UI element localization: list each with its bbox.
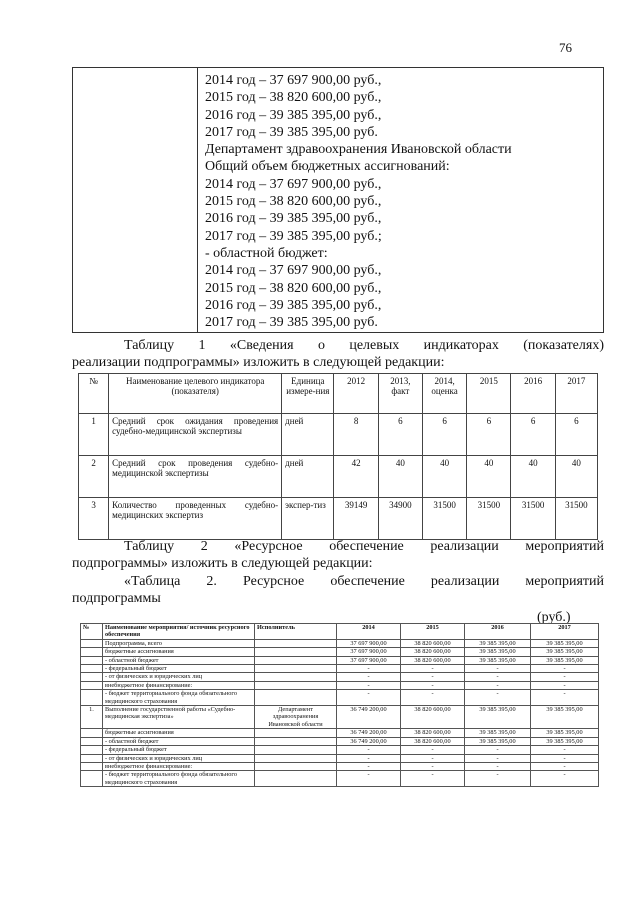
column-header: 2015 xyxy=(401,624,465,640)
table-cell: бюджетные ассигнования xyxy=(103,729,255,737)
column-header: 2017 xyxy=(555,374,597,414)
table-cell: Средний срок ожидания проведения судебно-медицинской экспертизы xyxy=(109,414,282,456)
budget-summary-box xyxy=(72,67,604,333)
table-cell: - xyxy=(401,681,465,689)
paragraph-line: реализации подпрограммы» изложить в следующей редакции: xyxy=(72,355,445,370)
table-cell: 37 697 900,00 xyxy=(337,648,401,656)
table-cell: 6 xyxy=(422,414,466,456)
table-row xyxy=(81,690,599,706)
table-cell: - xyxy=(401,665,465,673)
budget-line: 2016 год – 39 385 395,00 руб., xyxy=(205,297,382,313)
table-cell: 39 385 395,00 xyxy=(465,729,531,737)
table-cell: 3 xyxy=(79,498,109,540)
table-cell: - xyxy=(465,673,531,681)
table-cell: 39 385 395,00 xyxy=(531,656,599,664)
budget-line: 2016 год – 39 385 395,00 руб., xyxy=(205,211,382,227)
paragraph-line: подпрограммы xyxy=(72,591,161,606)
table-cell: дней xyxy=(282,414,334,456)
column-header: Исполнитель xyxy=(255,624,337,640)
table-cell: - xyxy=(337,690,401,706)
table-cell: 31500 xyxy=(467,498,511,540)
table-row xyxy=(81,639,599,647)
table-cell: 37 697 900,00 xyxy=(337,656,401,664)
table-cell: - xyxy=(337,762,401,770)
table-cell: - xyxy=(531,771,599,787)
table-cell: 40 xyxy=(511,456,555,498)
table-cell: 40 xyxy=(555,456,597,498)
table-row xyxy=(81,673,599,681)
table-cell xyxy=(81,639,103,647)
table-cell xyxy=(81,681,103,689)
budget-line: 2017 год – 39 385 395,00 руб. xyxy=(205,315,378,331)
table-row xyxy=(81,681,599,689)
table-cell: Департамент здравоохранения Ивановской области xyxy=(255,706,337,729)
table-cell xyxy=(255,762,337,770)
column-header: Наименование мероприятия/ источник ресурсного обеспечения xyxy=(103,624,255,640)
table-cell: 39 385 395,00 xyxy=(465,737,531,745)
table-cell: - бюджет территориального фонда обязательного медицинского страхования xyxy=(103,690,255,706)
budget-line: 2015 год – 38 820 600,00 руб., xyxy=(205,194,382,210)
table-cell: 40 xyxy=(467,456,511,498)
table-cell xyxy=(255,681,337,689)
table-row xyxy=(81,656,599,664)
table-cell: - xyxy=(531,746,599,754)
budget-line: Общий объем бюджетных ассигнований: xyxy=(205,159,450,175)
column-header: 2015 xyxy=(467,374,511,414)
budget-line: 2016 год – 39 385 395,00 руб., xyxy=(205,107,382,123)
table-cell xyxy=(255,665,337,673)
table-cell: 39 385 395,00 xyxy=(531,729,599,737)
table-cell xyxy=(81,762,103,770)
resources-table xyxy=(80,623,599,787)
table-cell: экспер-тиз xyxy=(282,498,334,540)
budget-line: Департамент здравоохранения Ивановской области xyxy=(205,142,512,158)
table-cell: 31500 xyxy=(555,498,597,540)
column-header: 2012 xyxy=(334,374,378,414)
column-header: 2013, факт xyxy=(378,374,422,414)
column-header: 2016 xyxy=(511,374,555,414)
table-cell xyxy=(81,673,103,681)
table-cell: Средний срок проведения судебно-медицинской экспертизы xyxy=(109,456,282,498)
table-cell: - xyxy=(401,690,465,706)
table-cell: 39 385 395,00 xyxy=(465,648,531,656)
paragraph-line: «Таблица 2. Ресурсное обеспечение реализации мероприятий xyxy=(124,574,604,589)
table-cell: - xyxy=(401,746,465,754)
table-cell xyxy=(81,648,103,656)
table-cell xyxy=(81,665,103,673)
paragraph-table2-intro xyxy=(72,538,604,572)
table-cell: - xyxy=(337,665,401,673)
table-cell: - областной бюджет xyxy=(103,737,255,745)
table-cell: - xyxy=(337,673,401,681)
table-cell: 38 820 600,00 xyxy=(401,639,465,647)
table-cell xyxy=(81,746,103,754)
table-cell: - xyxy=(465,690,531,706)
column-header: № xyxy=(81,624,103,640)
table-cell xyxy=(81,690,103,706)
table-cell: дней xyxy=(282,456,334,498)
table-row xyxy=(81,754,599,762)
table-cell: 38 820 600,00 xyxy=(401,737,465,745)
table-cell: 39 385 395,00 xyxy=(531,737,599,745)
table-cell: 39149 xyxy=(334,498,378,540)
table-cell xyxy=(255,690,337,706)
table-cell: 36 749 200,00 xyxy=(337,737,401,745)
table-cell: Выполнение государственной работы «Судебно-медицинская экспертиза» xyxy=(103,706,255,729)
table-cell: 39 385 395,00 xyxy=(531,706,599,729)
paragraph-table2-title xyxy=(72,573,604,607)
budget-line: - областной бюджет: xyxy=(205,245,328,261)
table-cell: 6 xyxy=(555,414,597,456)
budget-line: 2014 год – 37 697 900,00 руб., xyxy=(205,263,382,279)
table-row xyxy=(81,762,599,770)
table-cell: бюджетные ассигнования xyxy=(103,648,255,656)
table-cell: 34900 xyxy=(378,498,422,540)
table-cell: 1. xyxy=(81,706,103,729)
column-header: Единица измере-ния xyxy=(282,374,334,414)
budget-line: 2015 год – 38 820 600,00 руб., xyxy=(205,90,382,106)
table-row xyxy=(81,706,599,729)
paragraph-line: Таблицу 2 «Ресурсное обеспечение реализации мероприятий xyxy=(124,539,604,554)
table-cell: 39 385 395,00 xyxy=(531,648,599,656)
table-cell: 36 749 200,00 xyxy=(337,706,401,729)
paragraph-line: подпрограммы» изложить в следующей редакции: xyxy=(72,556,373,571)
table-cell xyxy=(81,771,103,787)
paragraph-table1-intro xyxy=(72,337,604,371)
table-cell: - xyxy=(465,746,531,754)
table-cell xyxy=(255,771,337,787)
table-cell: - xyxy=(531,762,599,770)
table-cell: - xyxy=(401,771,465,787)
table-cell: 39 385 395,00 xyxy=(465,639,531,647)
table-cell: 38 820 600,00 xyxy=(401,656,465,664)
table-cell xyxy=(255,648,337,656)
table-cell: 38 820 600,00 xyxy=(401,648,465,656)
column-header: 2017 xyxy=(531,624,599,640)
table-row xyxy=(79,456,598,498)
table-cell: 38 820 600,00 xyxy=(401,729,465,737)
table-header-row xyxy=(79,374,598,414)
table-cell: 6 xyxy=(467,414,511,456)
table-cell: 31500 xyxy=(422,498,466,540)
table-cell: - федеральный бюджет xyxy=(103,746,255,754)
table-cell: 6 xyxy=(378,414,422,456)
table-row xyxy=(81,729,599,737)
table-cell: 36 749 200,00 xyxy=(337,729,401,737)
table-cell: 39 385 395,00 xyxy=(531,639,599,647)
table-row xyxy=(81,665,599,673)
indicators-table xyxy=(78,373,598,540)
table-cell: - xyxy=(465,681,531,689)
budget-summary-lines xyxy=(205,72,512,331)
column-header: 2014 xyxy=(337,624,401,640)
table-cell: 40 xyxy=(378,456,422,498)
table-cell: - федеральный бюджет xyxy=(103,665,255,673)
table-cell: внебюджетное финансирование: xyxy=(103,681,255,689)
table-cell xyxy=(81,754,103,762)
table-header-row xyxy=(81,624,599,640)
column-header: № xyxy=(79,374,109,414)
table-cell: 1 xyxy=(79,414,109,456)
budget-line: 2017 год – 39 385 395,00 руб.; xyxy=(205,228,382,244)
table-cell: - от физических и юридических лиц xyxy=(103,754,255,762)
table-cell: 31500 xyxy=(511,498,555,540)
table-cell xyxy=(81,737,103,745)
table-cell: - областной бюджет xyxy=(103,656,255,664)
table-cell: - xyxy=(531,673,599,681)
table-cell xyxy=(255,729,337,737)
table-cell xyxy=(81,729,103,737)
table-cell xyxy=(81,656,103,664)
column-header: 2014, оценка xyxy=(422,374,466,414)
table-cell: 6 xyxy=(511,414,555,456)
column-header: Наименование целевого индикатора (показателя) xyxy=(109,374,282,414)
budget-line: 2017 год – 39 385 395,00 руб. xyxy=(205,124,378,140)
paragraph-line: Таблицу 1 «Сведения о целевых индикаторах (показателях) xyxy=(124,338,604,353)
table-cell: - xyxy=(465,665,531,673)
table-cell xyxy=(255,754,337,762)
table-cell xyxy=(255,737,337,745)
table-cell: - xyxy=(401,762,465,770)
table-cell: - xyxy=(531,754,599,762)
table-cell: - xyxy=(465,754,531,762)
table-cell: 39 385 395,00 xyxy=(465,656,531,664)
table-cell: - xyxy=(531,690,599,706)
table-cell: Подпрограмма, всего xyxy=(103,639,255,647)
table-row xyxy=(79,498,598,540)
table-row xyxy=(81,746,599,754)
table-cell: - xyxy=(337,754,401,762)
table-cell: - xyxy=(337,771,401,787)
table-cell xyxy=(255,639,337,647)
table-cell xyxy=(255,746,337,754)
table-cell: - xyxy=(531,681,599,689)
budget-line: 2015 год – 38 820 600,00 руб., xyxy=(205,280,382,296)
table-cell xyxy=(255,656,337,664)
table-row xyxy=(79,414,598,456)
table-cell: - от физических и юридических лиц xyxy=(103,673,255,681)
table-cell: 39 385 395,00 xyxy=(465,706,531,729)
table-cell: - xyxy=(465,762,531,770)
table-cell: - xyxy=(465,771,531,787)
table-cell: внебюджетное финансирование: xyxy=(103,762,255,770)
table-cell: - бюджет территориального фонда обязательного медицинского страхования xyxy=(103,771,255,787)
table-cell: - xyxy=(401,754,465,762)
table-cell: 40 xyxy=(422,456,466,498)
table-cell: - xyxy=(337,681,401,689)
table-row xyxy=(81,648,599,656)
units-label: (руб.) xyxy=(537,610,571,625)
budget-line: 2014 год – 37 697 900,00 руб., xyxy=(205,73,382,88)
table-cell: 8 xyxy=(334,414,378,456)
table-cell xyxy=(255,673,337,681)
table-cell: Количество проведенных судебно-медицинских экспертиз xyxy=(109,498,282,540)
table-row xyxy=(81,737,599,745)
table-cell: - xyxy=(401,673,465,681)
table-cell: 2 xyxy=(79,456,109,498)
table-cell: 37 697 900,00 xyxy=(337,639,401,647)
table-row xyxy=(81,771,599,787)
budget-line: 2014 год – 37 697 900,00 руб., xyxy=(205,176,382,192)
column-header: 2016 xyxy=(465,624,531,640)
table-cell: 38 820 600,00 xyxy=(401,706,465,729)
table-cell: - xyxy=(531,665,599,673)
box-divider xyxy=(197,68,198,332)
page-number: 76 xyxy=(559,40,572,55)
table-cell: 42 xyxy=(334,456,378,498)
table-cell: - xyxy=(337,746,401,754)
